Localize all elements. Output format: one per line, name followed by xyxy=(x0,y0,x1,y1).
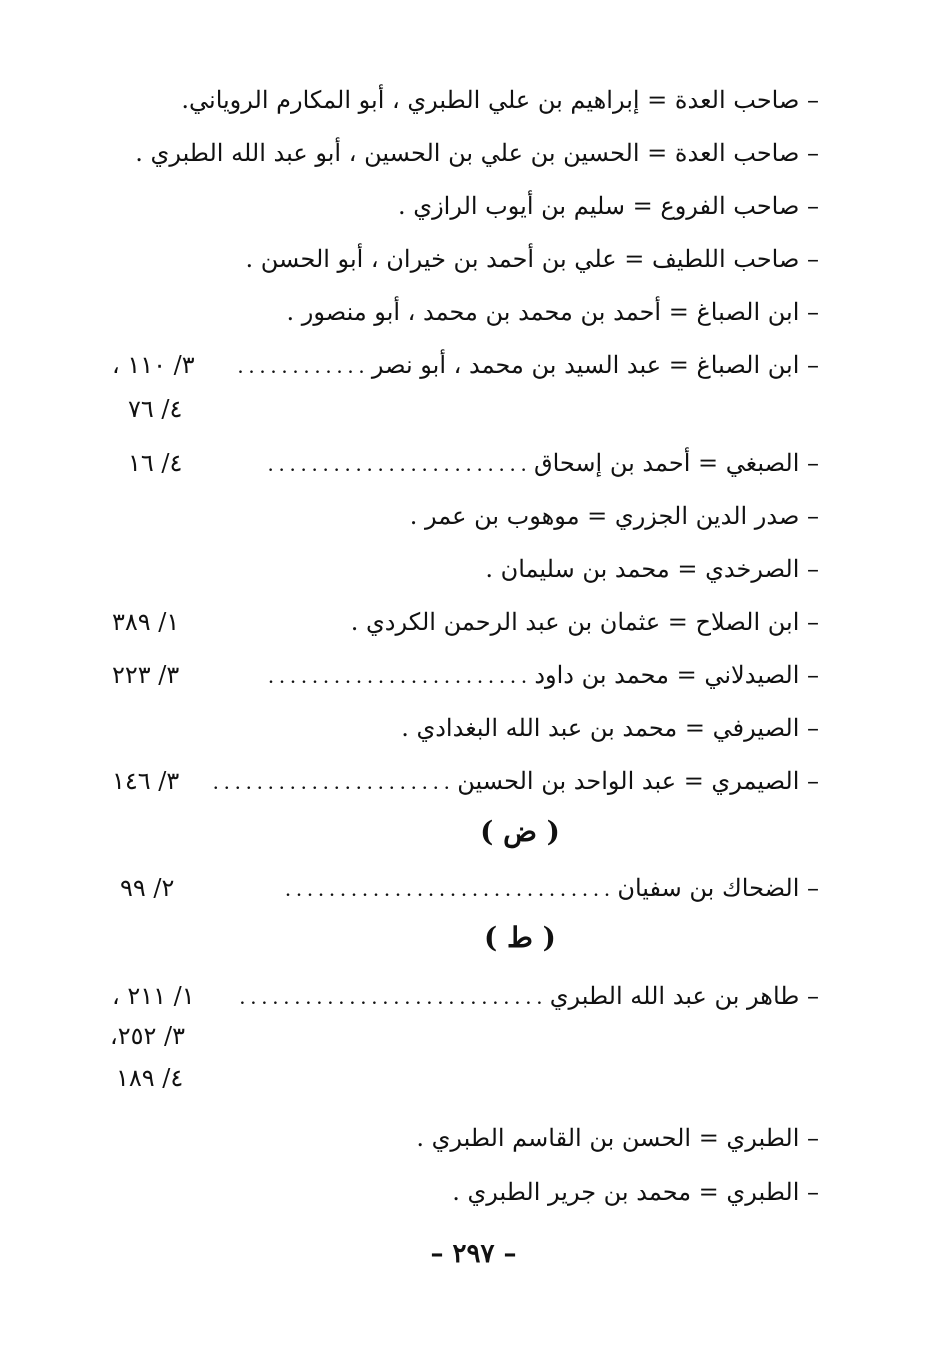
entry-text: – الصيدلاني = محمد بن داود xyxy=(534,661,819,689)
entry-text: – صاحب العدة = إبراهيم بن علي الطبري ، أبو المكارم الروياني. xyxy=(181,86,819,114)
entry-text: – الصيمري = عبد الواحد بن الحسين xyxy=(457,767,819,795)
entry-text: – ابن الصباغ = عبد السيد بن محمد ، أبو نصر xyxy=(371,351,819,379)
index-entry xyxy=(401,712,819,744)
page-reference: ٣/ ١٤٦ xyxy=(112,767,180,795)
page-reference: ٣/ ٢٥٢، xyxy=(110,1022,186,1050)
index-entry xyxy=(268,447,819,480)
index-entry xyxy=(398,190,819,222)
dot-leader: . . . . . . . . . . . . . . . . . . . . . . xyxy=(213,769,450,794)
entry-text: – الصرخدي = محمد بن سليمان . xyxy=(485,555,819,583)
index-entry xyxy=(287,296,819,328)
index-entry xyxy=(410,500,819,532)
page-reference: ١/ ٣٨٩ xyxy=(112,608,180,636)
entry-text: – الطبري = الحسن بن القاسم الطبري . xyxy=(416,1124,819,1152)
dot-leader: . . . . . . . . . . . . . . . . . . . . . . . . xyxy=(268,663,527,688)
page-reference: ٤/ ١٦ xyxy=(128,449,183,477)
entry-text: – صاحب الفروع = سليم بن أيوب الرازي . xyxy=(398,192,819,220)
page-reference: ١/ ٢١١ ، xyxy=(112,982,195,1010)
entry-text: – الضحاك بن سفيان xyxy=(617,874,819,902)
index-entry xyxy=(485,553,819,585)
dot-leader: . . . . . . . . . . . . . . . . . . . . . . . . . . . . . . xyxy=(285,876,610,901)
index-entry xyxy=(238,349,819,382)
entry-text: – ابن الصباغ = أحمد بن محمد بن محمد ، أبو منصور . xyxy=(286,298,819,326)
entry-text: – صاحب اللطيف = علي بن أحمد بن خيران ، أبو الحسن . xyxy=(245,245,819,273)
entry-text: – طاهر بن عبد الله الطبري xyxy=(549,982,819,1010)
page-reference: ٤/ ١٨٩ xyxy=(116,1064,184,1092)
index-entry xyxy=(213,765,819,798)
index-entry xyxy=(452,1176,819,1208)
index-entry xyxy=(351,606,819,638)
section-heading: ( ض ) xyxy=(480,815,560,848)
index-entry xyxy=(268,659,819,692)
entry-text: – الصيرفي = محمد بن عبد الله البغدادي . xyxy=(401,714,819,742)
index-entry xyxy=(416,1122,819,1154)
entry-text: – الطبري = محمد بن جرير الطبري . xyxy=(452,1178,819,1206)
dot-leader: . . . . . . . . . . . . . . . . . . . . . . . . xyxy=(267,451,527,476)
page-reference: ٣/ ٢٢٣ xyxy=(112,661,180,689)
entry-text: – صاحب العدة = الحسين بن علي بن الحسين ، أبو عبد الله الطبري . xyxy=(135,139,819,167)
index-entry xyxy=(135,137,819,169)
page-number: – ٢٩٧ – xyxy=(430,1239,517,1269)
dot-leader: . . . . . . . . . . . . xyxy=(237,353,365,378)
index-entry xyxy=(246,243,819,275)
entry-text: – ابن الصلاح = عثمان بن عبد الرحمن الكردي . xyxy=(350,608,819,636)
entry-text: – صدر الدين الجزري = موهوب بن عمر . xyxy=(409,502,819,530)
page-reference: ٤/ ٧٦ xyxy=(128,395,183,423)
page-reference: ٢/ ٩٩ xyxy=(120,874,175,902)
section-heading: ( ط ) xyxy=(484,921,556,954)
index-entry xyxy=(181,84,819,116)
page-reference: ٣/ ١١٠ ، xyxy=(112,351,195,379)
dot-leader: . . . . . . . . . . . . . . . . . . . . . . . . . . . . xyxy=(239,984,543,1009)
index-entry xyxy=(240,980,819,1013)
index-entry xyxy=(285,872,819,905)
entry-text: – الصبغي = أحمد بن إسحاق xyxy=(534,449,819,477)
